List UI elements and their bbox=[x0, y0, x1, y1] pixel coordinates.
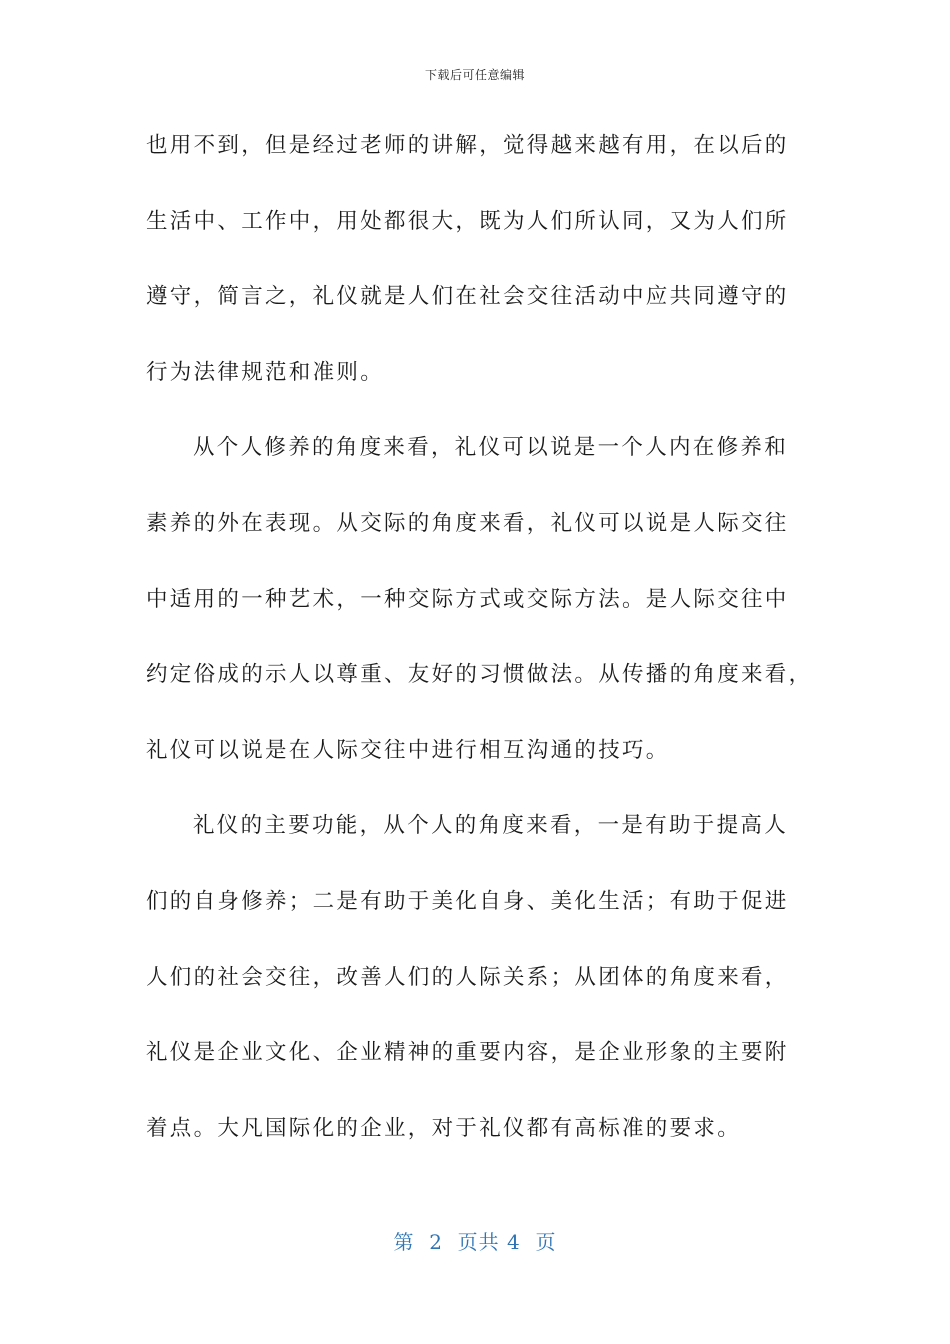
document-body bbox=[146, 126, 816, 1184]
text-line: 礼仪可以说是在人际交往中进行相互沟通的技巧。 bbox=[146, 737, 670, 763]
text-line: 素养的外在表现。从交际的角度来看，礼仪可以说是人际交往 bbox=[146, 510, 789, 536]
text-line: 礼仪是企业文化、企业精神的重要内容，是企业形象的主要附 bbox=[146, 1040, 789, 1066]
text-line: 着点。大凡国际化的企业，对于礼仪都有高标准的要求。 bbox=[146, 1115, 742, 1141]
text-line: 们的自身修养；二是有助于美化自身、美化生活；有助于促进 bbox=[146, 888, 789, 914]
text-line: 行为法律规范和准则。 bbox=[146, 359, 385, 385]
text-line: 中适用的一种艺术，一种交际方式或交际方法。是人际交往中 bbox=[146, 586, 789, 612]
text-line: 也用不到，但是经过老师的讲解，觉得越来越有用，在以后的 bbox=[146, 133, 789, 158]
text-line: 约定俗成的示人以尊重、友好的习惯做法。从传播的角度来看， bbox=[146, 662, 813, 688]
text-line: 遵守，简言之，礼仪就是人们在社会交往活动中应共同遵守的 bbox=[146, 284, 789, 310]
paragraph-first-line: 从个人修养的角度来看，礼仪可以说是一个人内在修养和 bbox=[193, 435, 789, 461]
page-number-footer: 第 2 页共 4 页 bbox=[393, 1230, 557, 1254]
page-header: 下载后可任意编辑 bbox=[424, 68, 525, 82]
text-line: 人们的社会交往，改善人们的人际关系；从团体的角度来看， bbox=[146, 964, 789, 990]
paragraph-first-line: 礼仪的主要功能，从个人的角度来看，一是有助于提高人 bbox=[193, 813, 789, 839]
text-line: 生活中、工作中，用处都很大，既为人们所认同，又为人们所 bbox=[146, 208, 789, 234]
